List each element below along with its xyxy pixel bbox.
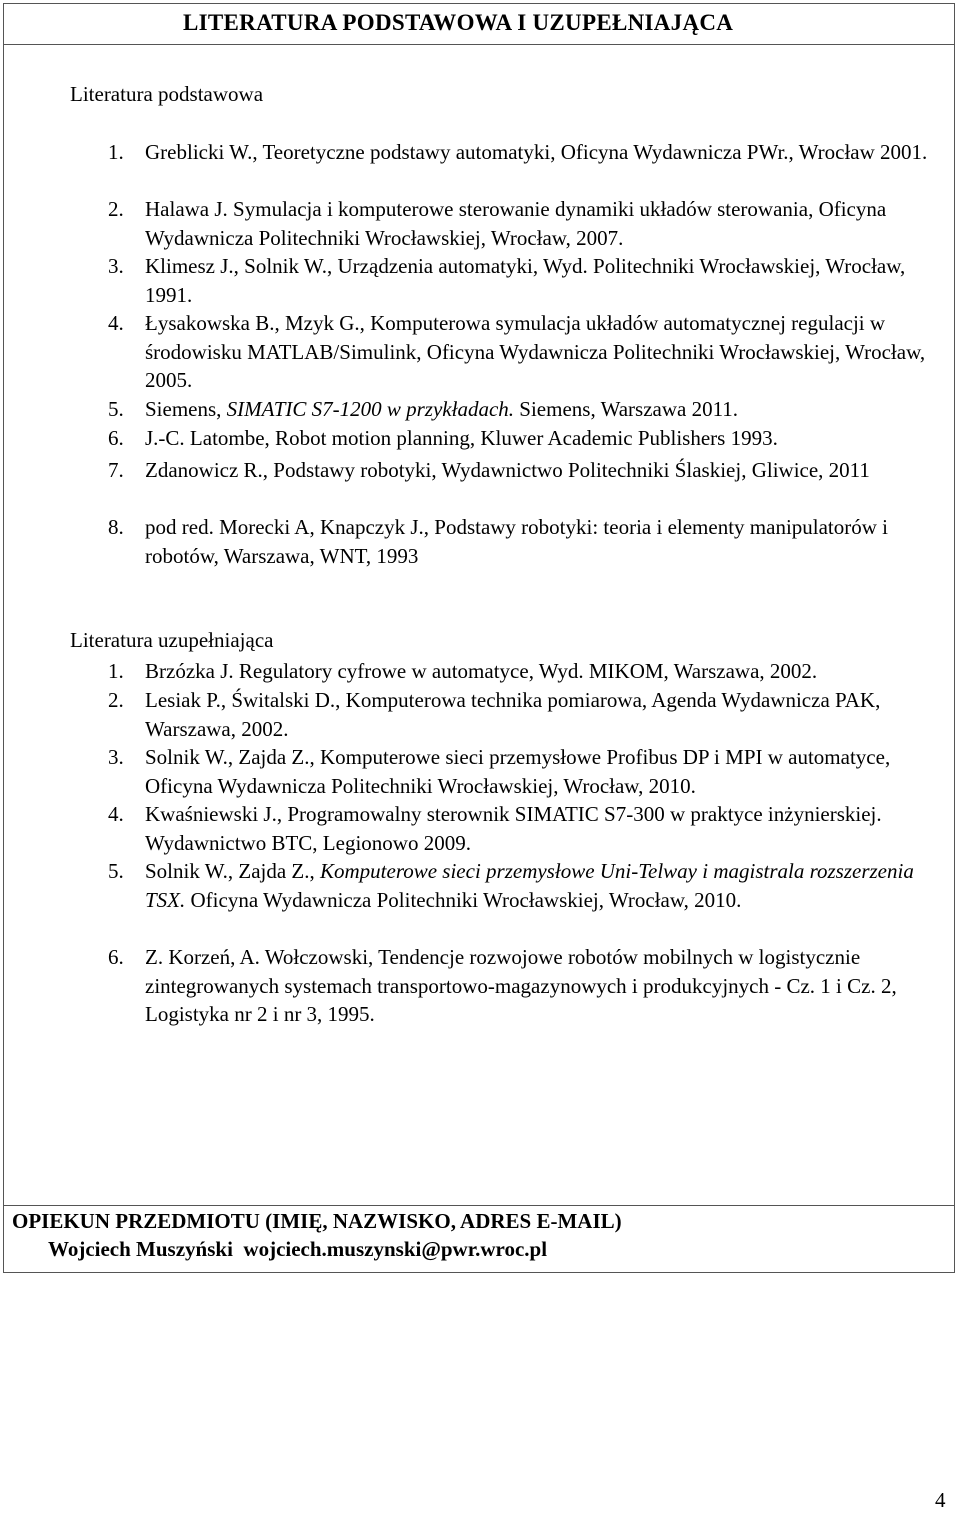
reference-number: 6. [108,426,124,450]
reference-number: 2. [108,197,124,221]
reference-number: 8. [108,515,124,539]
reference-number: 3. [108,745,124,769]
reference-number: 1. [108,140,124,164]
reference-number: 3. [108,254,124,278]
reference-number: 4. [108,311,124,335]
reference-text: Halawa J. Symulacja i komputerowe sterowanie dynamiki układów sterowania, Oficyna Wydawnicza Politechniki Wrocławskiej, Wrocław, 2007. [145,197,887,250]
reference-italic-title: SIMATIC S7-1200 w przykładach. [226,397,515,421]
reference-item [108,513,948,570]
reference-text: pod red. Morecki A, Knapczyk J., Podstawy robotyki: teoria i elementy manipulatorów i robotów, Warszawa, WNT, 1993 [145,515,889,568]
reference-number: 2. [108,688,124,712]
reference-item [108,395,948,424]
reference-italic-title: Komputerowe sieci przemysłowe Uni-Telway i magistrala rozszerzenia TSX. [145,859,914,912]
reference-item [108,252,948,309]
reference-item [108,424,948,453]
reference-number: 5. [108,397,124,421]
reference-item [108,309,948,395]
reference-item [108,943,948,1029]
reference-number: 7. [108,458,124,482]
reference-text: Solnik W., Zajda Z., Komputerowe sieci przemysłowe Profibus DP i MPI w automatyce, Oficyna Wydawnicza Politechniki Wrocławskiej, Wrocław, 2010. [145,745,891,798]
supervisor-title: OPIEKUN PRZEDMIOTU (IMIĘ, NAZWISKO, ADRES E-MAIL) [12,1209,622,1233]
reference-text: Klimesz J., Solnik W., Urządzenia automatyki, Wyd. Politechniki Wrocławskiej, Wrocław, 1991. [145,254,906,307]
header-divider [3,44,955,45]
reference-text: Greblicki W., Teoretyczne podstawy automatyki, Oficyna Wydawnicza PWr., Wrocław 2001. [145,140,928,164]
reference-text: Siemens, SIMATIC S7-1200 w przykładach. Siemens, Warszawa 2011. [145,397,739,421]
reference-number: 1. [108,659,124,683]
reference-text: Z. Korzeń, A. Wołczowski, Tendencje rozwojowe robotów mobilnych w logistycznie zintegrowanych systemach transportowo-magazynowych i produkcyjnych - Cz. 1 i Cz. 2, Logistyka nr 2 i nr 3, 1995. [145,945,897,1026]
reference-item [108,657,948,686]
reference-item [108,456,948,485]
reference-text: Lesiak P., Świtalski D., Komputerowa technika pomiarowa, Agenda Wydawnicza PAK, Warszawa, 2002. [145,688,881,741]
reference-item [108,857,948,914]
supervisor-divider [3,1205,955,1206]
reference-number: 6. [108,945,124,969]
reference-text: J.-C. Latombe, Robot motion planning, Kluwer Academic Publishers 1993. [145,426,778,450]
reference-text: Brzózka J. Regulatory cyfrowe w automatyce, Wyd. MIKOM, Warszawa, 2002. [145,659,818,683]
reference-item [108,195,948,252]
reference-number: 5. [108,859,124,883]
reference-item [108,800,948,857]
basic-literature-title: Literatura podstawowa [70,82,264,106]
reference-item [108,686,948,743]
reference-item [108,743,948,800]
page-number: 4 [935,1488,946,1512]
reference-text: Solnik W., Zajda Z., Komputerowe sieci przemysłowe Uni-Telway i magistrala rozszerzenia TSX. Oficyna Wydawnicza Politechniki Wrocławskiej, Wrocław, 2010. [145,859,914,912]
reference-text: Zdanowicz R., Podstawy robotyki, Wydawnictwo Politechniki Ślaskiej, Gliwice, 2011 [145,458,870,482]
reference-text: Kwaśniewski J., Programowalny sterownik SIMATIC S7-300 w praktyce inżynierskiej. Wydawnictwo BTC, Legionowo 2009. [145,802,882,855]
page-title: LITERATURA PODSTAWOWA I UZUPEŁNIAJĄCA [183,10,734,35]
supervisor-value: Wojciech Muszyński wojciech.muszynski@pwr.wroc.pl [48,1237,548,1261]
supplementary-literature-title: Literatura uzupełniająca [70,628,274,652]
reference-number: 4. [108,802,124,826]
reference-item [108,138,948,167]
reference-text: Łysakowska B., Mzyk G., Komputerowa symulacja układów automatycznej regulacji w środowisku MATLAB/Simulink, Oficyna Wydawnicza Politechniki Wrocławskiej, Wrocław, 2005. [145,311,926,392]
